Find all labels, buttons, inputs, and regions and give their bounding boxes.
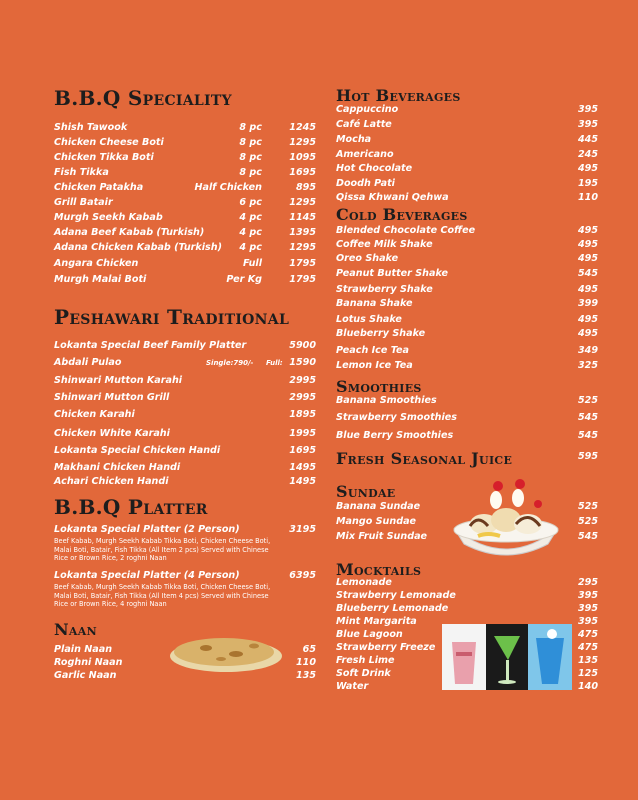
mocktails-title: Mocktails: [336, 560, 422, 579]
sundae-image: [448, 474, 564, 560]
platter-description: Beef Kabab, Murgh Seekh Kabab Tikka Boti, Chicken Cheese Boti, Malai Boti, Batair, Fish Tikka (All Item 2 pcs) Served with Chinese Rice or Brown Rice, 2 roghni Naan: [54, 537, 271, 563]
fresh-juice-title: Fresh Seasonal Juice: [336, 449, 513, 468]
hot-beverages-title: Hot Beverages: [336, 86, 461, 105]
naan-image: [166, 628, 284, 676]
cold-beverages-title: Cold Beverages: [336, 205, 468, 224]
smoothies-title: Smoothies: [336, 377, 422, 396]
mocktails-image: [442, 624, 572, 690]
bbq-speciality-title: B.B.Q Speciality: [54, 86, 232, 110]
peshawari-title: Peshawari Traditional: [54, 305, 290, 329]
naan-title: Naan: [54, 620, 97, 639]
sundae-title: Sundae: [336, 482, 396, 501]
bbq-platter-title: B.B.Q Platter: [54, 495, 208, 519]
platter-description: Beef Kabab, Murgh Seekh Kabab Tikka Boti, Chicken Cheese Boti, Malai Boti, Batair, Fish Tikka (All Item 4 pcs) Served with Chinese Rice or Brown Rice, 4 roghni Naan: [54, 583, 271, 609]
